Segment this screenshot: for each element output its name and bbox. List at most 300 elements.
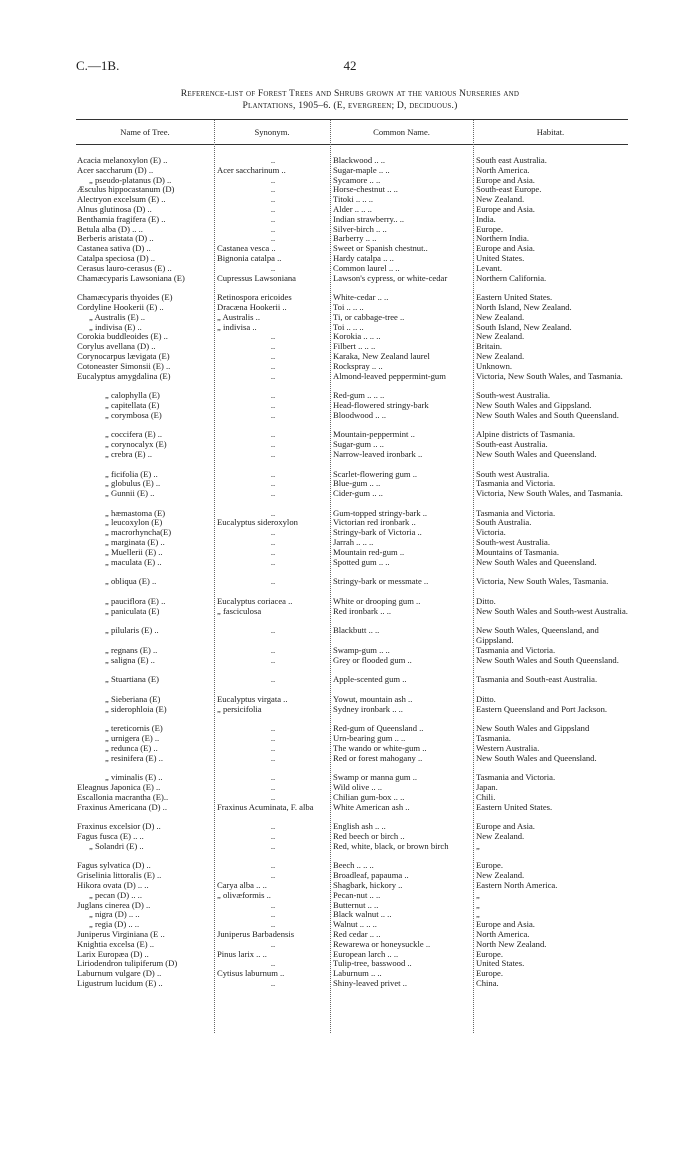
habitat-cell: New South Wales, Queensland, and Gippsland. xyxy=(476,626,599,646)
table-row xyxy=(0,352,700,362)
common-name-cell: English ash .. .. xyxy=(333,822,386,832)
tree-name-cell: Alectryon excelsum (E) .. xyxy=(77,195,166,205)
synonym-cell: .. xyxy=(270,508,276,518)
table-row xyxy=(0,920,700,930)
synonym-cell: „ Australis .. xyxy=(217,312,260,322)
common-name-cell: Karaka, New Zealand laurel xyxy=(333,351,430,361)
synonym-cell: .. xyxy=(270,185,276,195)
common-name-cell: The wando or white-gum .. xyxy=(333,743,427,753)
synonym-cell: .. xyxy=(270,978,276,988)
tree-name-cell: „ capitellata (E) xyxy=(105,400,160,410)
common-name-cell: White-cedar .. .. xyxy=(333,293,389,303)
habitat-cell: Tasmania and Victoria. xyxy=(476,645,556,655)
tree-name-cell: Cotoneaster Simonsii (E) .. xyxy=(77,361,171,371)
common-name-cell: Rewarewa or honeysuckle .. xyxy=(333,939,431,949)
synonym-cell: .. xyxy=(270,626,276,636)
tree-name-cell: „ urnigera (E) .. xyxy=(105,734,160,744)
synonym-cell: .. xyxy=(270,204,276,214)
synonym-cell: .. xyxy=(270,959,276,969)
common-name-cell: Yowut, mountain ash .. xyxy=(333,694,413,704)
tree-name-cell: Fraxinus excelsior (D) .. xyxy=(77,822,161,832)
table-row xyxy=(0,979,700,989)
common-name-cell: Swamp or manna gum .. xyxy=(333,773,418,783)
table-row xyxy=(0,274,700,294)
synonym-cell: „ fasciculosa xyxy=(217,606,262,616)
habitat-cell: Eastern United States. xyxy=(476,293,553,303)
common-name-cell: Swamp-gum .. .. xyxy=(333,645,390,655)
table-row xyxy=(0,577,700,597)
common-name-cell: Silver-birch .. .. xyxy=(333,224,387,234)
tree-name-cell: Larix Europæa (D) .. xyxy=(77,949,149,959)
common-name-cell: Spotted gum .. .. xyxy=(333,557,390,567)
habitat-cell: New South Wales and South Queensland. xyxy=(476,655,619,665)
table-row xyxy=(0,940,700,950)
tree-name-cell: „ macrorhyncha(E) xyxy=(105,528,172,538)
synonym-cell: .. xyxy=(270,400,276,410)
table-row xyxy=(0,724,700,734)
table-row xyxy=(0,558,700,578)
table-row xyxy=(0,518,700,528)
title-line-2: Plantations, 1905–6. (E, evergreen; D, deciduous.) xyxy=(242,100,458,111)
table-row xyxy=(0,470,700,480)
tree-name-cell: Acer saccharum (D) .. xyxy=(77,165,154,175)
common-name-cell: White or drooping gum .. xyxy=(333,596,421,606)
table-row xyxy=(0,871,700,881)
common-name-cell: Apple-scented gum .. xyxy=(333,675,407,685)
tree-name-cell: „ pecan (D) .. .. xyxy=(89,890,142,900)
tree-name-cell: Chamæcyparis thyoides (E) xyxy=(77,293,173,303)
habitat-cell: New South Wales and Queensland. xyxy=(476,753,597,763)
common-name-cell: Head-flowered stringy-bark xyxy=(333,400,429,410)
common-name-cell: Horse-chestnut .. .. xyxy=(333,185,398,195)
tree-name-cell: „ saligna (E) .. xyxy=(105,655,155,665)
tree-name-cell: Eucalyptus amygdalina (E) xyxy=(77,371,171,381)
table-row xyxy=(0,215,700,225)
synonym-cell: .. xyxy=(270,361,276,371)
table-row xyxy=(0,803,700,823)
habitat-cell: North America. xyxy=(476,165,530,175)
synonym-cell: .. xyxy=(270,773,276,783)
common-name-cell: Sugar-maple .. .. xyxy=(333,165,390,175)
tree-name-cell: „ pseudo-platanus (D) .. xyxy=(89,175,172,185)
tree-name-cell: Fagus sylvatica (D) .. xyxy=(77,861,151,871)
habitat-cell: Europe and Asia. xyxy=(476,920,535,930)
habitat-cell: New South Wales and South-west Australia. xyxy=(476,606,628,616)
common-name-cell: Korokia .. .. .. xyxy=(333,332,381,342)
common-name-cell: Beech .. .. .. xyxy=(333,861,374,871)
synonym-cell: Cytisus laburnum .. xyxy=(217,969,285,979)
common-name-cell: Chilian gum-box .. .. xyxy=(333,792,405,802)
common-name-cell: Bloodwood .. .. xyxy=(333,410,386,420)
tree-name-cell: „ pauciflora (E) .. xyxy=(105,596,166,606)
synonym-cell: .. xyxy=(270,391,276,401)
table-row xyxy=(0,156,700,166)
tree-name-cell: Juglans cinerea (D) .. xyxy=(77,900,151,910)
synonym-cell: Pinus larix .. .. xyxy=(217,949,267,959)
tree-name-cell: „ viminalis (E) .. xyxy=(105,773,163,783)
synonym-cell: Fraxinus Acuminata, F. alba xyxy=(217,802,314,812)
table-row xyxy=(0,244,700,254)
table-row xyxy=(0,391,700,401)
habitat-cell: Japan. xyxy=(476,783,498,792)
synonym-cell: .. xyxy=(270,900,276,910)
common-name-cell: Sycamore .. .. xyxy=(333,175,381,185)
common-name-cell: Tulip-tree, basswood .. xyxy=(333,959,412,969)
habitat-cell: China. xyxy=(476,978,499,988)
table-row xyxy=(0,185,700,195)
table-row xyxy=(0,705,700,725)
table-row xyxy=(0,822,700,832)
table-row xyxy=(0,205,700,215)
synonym-cell: .. xyxy=(270,156,276,165)
common-name-cell: Almond-leaved peppermint-gum xyxy=(333,371,446,381)
habitat-cell: South east Australia. xyxy=(476,156,547,165)
common-name-cell: Shiny-leaved privet .. xyxy=(333,978,407,988)
habitat-cell: Chili. xyxy=(476,792,496,802)
tree-name-cell: „ corynocalyx (E) xyxy=(105,440,167,450)
habitat-cell: Europe. xyxy=(476,969,503,979)
synonym-cell: .. xyxy=(270,792,276,802)
common-name-cell: Wild olive .. .. xyxy=(333,783,383,792)
common-name-cell: Grey or flooded gum .. xyxy=(333,655,412,665)
table-row xyxy=(0,901,700,911)
habitat-cell: New South Wales and South Queensland. xyxy=(476,410,619,420)
habitat-cell: Northern India. xyxy=(476,234,529,244)
tree-name-cell: „ Stuartiana (E) xyxy=(105,675,159,685)
habitat-cell: North America. xyxy=(476,929,530,939)
synonym-cell: .. xyxy=(270,449,276,459)
synonym-cell: .. xyxy=(270,822,276,832)
top-rule xyxy=(76,119,628,120)
table-row xyxy=(0,225,700,235)
document-code: C.—1B. xyxy=(76,58,120,73)
table-row xyxy=(0,195,700,205)
table-row xyxy=(0,891,700,901)
synonym-cell: .. xyxy=(270,410,276,420)
table-row xyxy=(0,166,700,176)
tree-name-cell: „ Sieberiana (E) xyxy=(105,694,161,704)
habitat-cell: Levant. xyxy=(476,263,503,273)
common-name-cell: Laburnum .. .. xyxy=(333,969,382,979)
table-title xyxy=(60,88,640,112)
habitat-cell: Europe and Asia. xyxy=(476,204,535,214)
tree-name-cell: Berberis aristata (D) .. xyxy=(77,234,154,244)
tree-name-cell: Fagus fusca (E) .. .. xyxy=(77,831,144,841)
tree-name-cell: Juniperus Virginiana (E .. xyxy=(77,929,165,939)
table-row xyxy=(0,773,700,783)
table-row xyxy=(0,783,700,793)
habitat-cell: New South Wales and Gippsland xyxy=(476,724,590,734)
synonym-cell: Eucalyptus virgata .. xyxy=(217,694,288,704)
synonym-cell: .. xyxy=(270,489,276,499)
common-name-cell: Barberry .. .. xyxy=(333,234,377,244)
habitat-cell: Britain. xyxy=(476,342,503,352)
common-name-cell: Black walnut .. .. xyxy=(333,910,392,920)
tree-name-cell: Eleagnus Japonica (E) .. xyxy=(77,783,161,792)
common-name-cell: Walnut .. .. .. xyxy=(333,920,377,930)
tree-name-cell: „ indivisa (E) .. xyxy=(89,322,142,332)
habitat-cell: United States. xyxy=(476,253,525,263)
synonym-cell: .. xyxy=(270,557,276,567)
common-name-cell: Red-gum .. .. .. xyxy=(333,391,385,401)
synonym-cell: .. xyxy=(270,528,276,538)
habitat-cell: New Zealand. xyxy=(476,195,525,205)
common-name-cell: Titoki .. .. .. xyxy=(333,195,374,205)
tree-name-cell: „ Australis (E) .. xyxy=(89,312,146,322)
common-name-cell: Mountain-peppermint .. xyxy=(333,430,415,440)
synonym-cell: .. xyxy=(270,234,276,244)
tree-name-cell: „ leucoxylon (E) xyxy=(105,518,163,528)
habitat-cell: Tasmania. xyxy=(476,734,511,744)
synonym-cell: .. xyxy=(270,655,276,665)
habitat-cell: Eastern Queensland and Port Jackson. xyxy=(476,704,608,714)
tree-name-cell: „ nigra (D) .. .. xyxy=(89,910,140,920)
synonym-cell: .. xyxy=(270,538,276,548)
synonym-cell: .. xyxy=(270,195,276,205)
tree-name-cell: „ calophylla (E) xyxy=(105,391,160,401)
table-row xyxy=(0,959,700,969)
table-row xyxy=(0,881,700,891)
habitat-cell: Eastern United States. xyxy=(476,802,553,812)
habitat-cell: Tasmania and Victoria. xyxy=(476,773,556,783)
common-name-cell: Butternut .. .. xyxy=(333,900,379,910)
common-name-cell: Filbert .. .. .. xyxy=(333,342,376,352)
habitat-cell: New South Wales and Gippsland. xyxy=(476,400,592,410)
common-name-cell: European larch .. .. xyxy=(333,949,399,959)
habitat-cell: Tasmania and Victoria. xyxy=(476,508,556,518)
synonym-cell: Dracæna Hookerii .. xyxy=(217,302,287,312)
synonym-cell: .. xyxy=(270,351,276,361)
synonym-cell: Cupressus Lawsoniana xyxy=(217,273,297,283)
common-name-cell: Urn-bearing gum .. .. xyxy=(333,734,406,744)
common-name-cell: Cider-gum .. .. xyxy=(333,489,383,499)
tree-name-cell: „ globulus (E) .. xyxy=(105,479,161,489)
tree-name-cell: „ crebra (E) .. xyxy=(105,449,152,459)
common-name-cell: Scarlet-flowering gum .. xyxy=(333,469,418,479)
habitat-cell: New Zealand. xyxy=(476,831,525,841)
tree-name-cell: Hikora ovata (D) .. .. xyxy=(77,880,149,890)
synonym-cell: .. xyxy=(270,743,276,753)
header-synonym: Synonym. xyxy=(254,127,290,137)
tree-name-cell: „ hæmastoma (E) xyxy=(105,508,166,518)
synonym-cell: „ indivisa .. xyxy=(217,322,257,332)
habitat-cell: New South Wales and Queensland. xyxy=(476,449,597,459)
table-row xyxy=(0,362,700,372)
synonym-cell: .. xyxy=(270,675,276,685)
synonym-cell: .. xyxy=(270,724,276,734)
table-row xyxy=(0,656,700,676)
common-name-cell: Sydney ironbark .. .. xyxy=(333,704,403,714)
habitat-cell: Tasmania and Victoria. xyxy=(476,479,556,489)
table-row xyxy=(0,332,700,342)
tree-name-cell: Escallonia macrantha (E).. xyxy=(77,792,169,802)
table-row xyxy=(0,234,700,244)
synonym-cell: .. xyxy=(270,577,276,587)
habitat-cell: Mountains of Tasmania. xyxy=(476,547,560,557)
table-row xyxy=(0,323,700,333)
habitat-cell: „ xyxy=(476,900,480,910)
common-name-cell: Jarrah .. .. .. xyxy=(333,538,374,548)
table-row xyxy=(0,411,700,431)
common-name-cell: Mountain red-gum .. xyxy=(333,547,405,557)
common-name-cell: Red, white, black, or brown birch xyxy=(333,841,449,851)
page-number: 42 xyxy=(343,58,357,73)
habitat-cell: Europe. xyxy=(476,224,503,234)
common-name-cell: Victorian red ironbark .. xyxy=(333,518,416,528)
habitat-cell: „ xyxy=(476,841,480,851)
habitat-cell: Europe and Asia. xyxy=(476,175,535,185)
table-row xyxy=(0,440,700,450)
habitat-cell: New Zealand. xyxy=(476,312,525,322)
habitat-cell: Western Australia. xyxy=(476,743,540,753)
habitat-cell: Victoria, New South Wales, Tasmania. xyxy=(476,577,609,587)
habitat-cell: New Zealand. xyxy=(476,332,525,342)
habitat-cell: South Australia. xyxy=(476,518,532,528)
tree-name-cell: Fraxinus Americana (D) .. xyxy=(77,802,167,812)
habitat-cell: South Island, New Zealand. xyxy=(476,322,572,332)
common-name-cell: Sugar-gum .. .. xyxy=(333,440,384,450)
common-name-cell: Blue-gum .. .. xyxy=(333,479,381,489)
synonym-cell: .. xyxy=(270,734,276,744)
table-row xyxy=(0,489,700,509)
habitat-cell: South-east Australia. xyxy=(476,440,548,450)
habitat-cell: South-west Australia. xyxy=(476,538,550,548)
tree-name-cell: „ ficifolia (E) .. xyxy=(105,469,158,479)
habitat-cell: Europe. xyxy=(476,861,503,871)
table-row xyxy=(0,734,700,744)
common-name-cell: White American ash .. xyxy=(333,802,410,812)
synonym-cell: .. xyxy=(270,871,276,881)
synonym-cell: .. xyxy=(270,841,276,851)
tree-name-cell: „ siderophloia (E) xyxy=(105,704,167,714)
common-name-cell: Narrow-leaved ironbark .. xyxy=(333,449,423,459)
habitat-cell: India. xyxy=(476,214,496,224)
table-row xyxy=(0,607,700,627)
table-row xyxy=(0,313,700,323)
table-row xyxy=(0,675,700,695)
synonym-cell: Castanea vesca .. xyxy=(217,244,276,254)
habitat-cell: „ xyxy=(476,890,480,900)
synonym-cell: .. xyxy=(270,342,276,352)
table-row xyxy=(0,695,700,705)
table-row xyxy=(0,861,700,871)
habitat-cell: Europe and Asia. xyxy=(476,244,535,254)
tree-name-cell: „ regnans (E) .. xyxy=(105,645,158,655)
habitat-cell: Victoria, New South Wales, and Tasmania. xyxy=(476,371,623,381)
common-name-cell: Red cedar .. .. xyxy=(333,929,381,939)
common-name-cell: Rockspray .. .. xyxy=(333,361,383,371)
common-name-cell: Lawson's cypress, or white-cedar xyxy=(333,273,448,283)
synonym-cell: .. xyxy=(270,831,276,841)
common-name-cell: Ti, or cabbage-tree .. xyxy=(333,312,405,322)
synonym-cell: .. xyxy=(270,753,276,763)
synonym-cell: Bignonia catalpa .. xyxy=(217,253,282,263)
synonym-cell: .. xyxy=(270,430,276,440)
common-name-cell: Red beech or birch .. xyxy=(333,831,405,841)
common-name-cell: Red ironbark .. .. xyxy=(333,606,391,616)
habitat-cell: New South Wales and Queensland. xyxy=(476,557,597,567)
habitat-cell: South-east Europe. xyxy=(476,185,542,195)
synonym-cell: .. xyxy=(270,440,276,450)
synonym-cell: Eucalyptus sideroxylon xyxy=(217,518,298,528)
synonym-cell: .. xyxy=(270,214,276,224)
tree-name-cell: „ corymbosa (E) xyxy=(105,410,162,420)
table-row xyxy=(0,401,700,411)
synonym-cell: .. xyxy=(270,371,276,381)
habitat-cell: „ xyxy=(476,910,480,920)
habitat-cell: Victoria. xyxy=(476,528,506,538)
tree-name-cell: „ marginata (E) .. xyxy=(105,538,165,548)
header-habitat: Habitat. xyxy=(536,127,565,137)
tree-name-cell: Corylus avellana (D) .. xyxy=(77,342,156,352)
table-row xyxy=(0,793,700,803)
common-name-cell: Toi .. .. .. xyxy=(333,322,364,332)
common-name-cell: Blackwood .. .. xyxy=(333,156,386,165)
tree-name-cell: „ Gunnii (E) .. xyxy=(105,489,155,499)
table-row xyxy=(0,626,700,646)
synonym-cell: .. xyxy=(270,469,276,479)
synonym-cell: Acer saccharinum .. xyxy=(217,165,286,175)
tree-name-cell: Chamæcyparis Lawsoniana (E) xyxy=(77,273,185,283)
table-row xyxy=(0,832,700,842)
header-rule xyxy=(76,144,628,145)
common-name-cell: Stringy-bark or messmate .. xyxy=(333,577,429,587)
table-row xyxy=(0,969,700,979)
tree-name-cell: „ Muellerii (E) .. xyxy=(105,547,163,557)
habitat-cell: United States. xyxy=(476,959,525,969)
habitat-cell: Ditto. xyxy=(476,596,496,606)
table-row xyxy=(0,430,700,440)
table-row xyxy=(0,254,700,264)
tree-name-cell: „ resinifera (E) .. xyxy=(105,753,163,763)
synonym-cell: Carya alba .. .. xyxy=(217,880,267,890)
title-line-1: Reference-list of Forest Trees and Shrubs grown at the various Nurseries and xyxy=(180,88,520,99)
table-row xyxy=(0,744,700,754)
synonym-cell: Juniperus Barbadensis xyxy=(217,929,295,939)
table-row xyxy=(0,842,700,862)
tree-name-cell: „ paniculata (E) xyxy=(105,606,160,616)
common-name-cell: Red-gum of Queensland .. xyxy=(333,724,424,734)
tree-name-cell: Benthamia fragifera (E) .. xyxy=(77,214,166,224)
tree-name-cell: Liriodendron tulipiferum (D) xyxy=(77,959,178,969)
tree-name-cell: „ obliqua (E) .. xyxy=(105,577,157,587)
habitat-cell: Tasmania and South-east Australia. xyxy=(476,675,598,685)
tree-name-cell: „ coccifera (E) .. xyxy=(105,430,163,440)
tree-name-cell: Ligustrum lucidum (E) .. xyxy=(77,978,163,988)
synonym-cell: „ olivæformis .. xyxy=(217,890,271,900)
tree-name-cell: Cordyline Hookerii (E) .. xyxy=(77,302,164,312)
common-name-cell: Stringy-bark of Victoria .. xyxy=(333,528,422,538)
table-row xyxy=(0,372,700,392)
tree-name-cell: Laburnum vulgare (D) .. xyxy=(77,969,162,979)
synonym-cell: .. xyxy=(270,910,276,920)
table-row xyxy=(0,548,700,558)
table-row xyxy=(0,264,700,274)
habitat-cell: Alpine districts of Tasmania. xyxy=(476,430,576,440)
table-row xyxy=(0,176,700,186)
synonym-cell: Eucalyptus coriacea .. xyxy=(217,596,293,606)
tree-name-cell: Knightia excelsa (E) .. xyxy=(77,939,155,949)
common-name-cell: Sweet or Spanish chestnut.. xyxy=(333,244,428,254)
habitat-cell: Unknown. xyxy=(476,361,513,371)
table-row xyxy=(0,910,700,920)
synonym-cell: .. xyxy=(270,332,276,342)
common-name-cell: Pecan-nut .. .. xyxy=(333,890,381,900)
common-name-cell: Indian strawberry.. .. xyxy=(333,214,405,224)
common-name-cell: Shagbark, hickory .. xyxy=(333,880,403,890)
header-name-of-tree: Name of Tree. xyxy=(120,127,170,137)
habitat-cell: South west Australia. xyxy=(476,469,550,479)
